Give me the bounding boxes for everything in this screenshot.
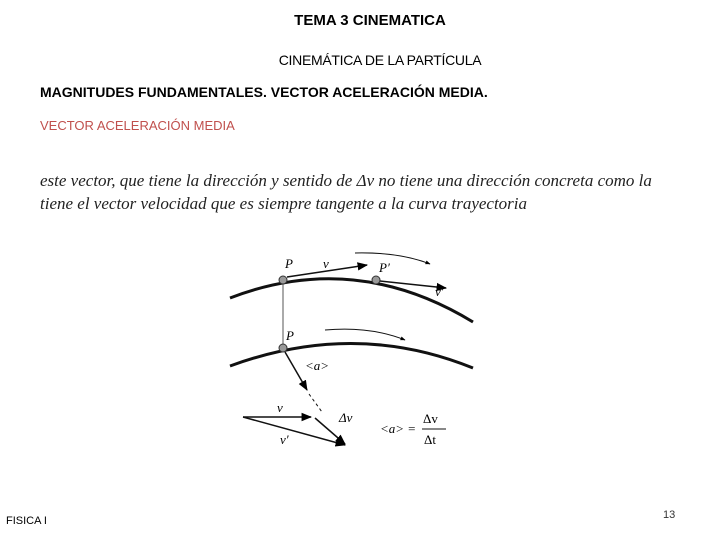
label-p-prime: P′ (379, 260, 390, 275)
section-heading: MAGNITUDES FUNDAMENTALES. VECTOR ACELERACIÓN MEDIA. (40, 84, 488, 100)
formula-numerator: Δv (423, 411, 438, 426)
label-avg-acceleration: <a> (305, 358, 330, 373)
section-title: VECTOR ACELERACIÓN MEDIA (40, 118, 235, 133)
acceleration-diagram (225, 240, 495, 465)
body-text (40, 169, 690, 215)
label-triangle-v: v (277, 400, 283, 415)
label-v: v (323, 256, 329, 271)
motion-direction-arc (355, 253, 430, 264)
point-p-lower (279, 344, 287, 352)
point-p-prime (372, 276, 380, 284)
body-line-2: tiene el vector velocidad que es siempre tangente a la curva trayectoria (40, 194, 528, 213)
label-p-lower: P (286, 328, 294, 343)
point-p-upper (279, 276, 287, 284)
slide-title: TEMA 3 CINEMATICA (294, 12, 446, 29)
dashed-extension-line (309, 394, 322, 412)
avg-acceleration-arrow (285, 352, 307, 390)
label-triangle-dv: Δv (339, 410, 353, 425)
label-v-prime: v′ (435, 284, 444, 299)
slide-subtitle: CINEMÁTICA DE LA PARTÍCULA (278, 52, 482, 68)
lower-trajectory-curve (230, 343, 473, 368)
lower-motion-arc (325, 329, 405, 340)
body-line-1: este vector, que tiene la dirección y sentido de Δv no tiene una dirección concreta como la (40, 171, 652, 190)
label-triangle-v-prime: v′ (280, 432, 289, 447)
label-p-upper: P (285, 256, 293, 271)
footer-course-label: FISICA I (6, 515, 47, 527)
page-number: 13 (663, 509, 676, 521)
formula-denominator: Δt (424, 432, 436, 447)
formula-lhs: <a> = (380, 421, 417, 436)
